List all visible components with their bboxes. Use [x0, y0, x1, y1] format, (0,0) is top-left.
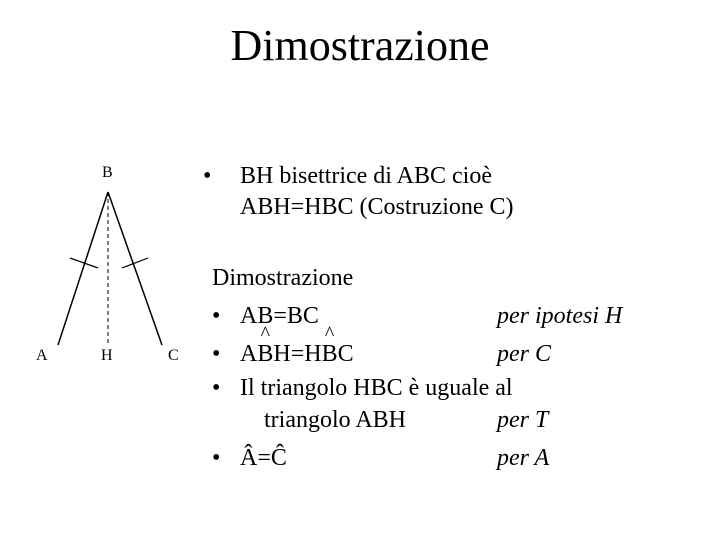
step3-reason: per T	[497, 407, 549, 433]
step2-bullet: •	[212, 341, 221, 367]
angle-hat-1: ^ B	[257, 340, 273, 368]
step1-text: AB=BC	[240, 303, 319, 329]
slide-title: Dimostrazione	[230, 21, 490, 70]
angle-hat-2: ^ B	[322, 340, 338, 368]
step1-bullet: •	[212, 303, 221, 329]
step3-line-2: triangolo ABH	[264, 407, 406, 433]
side-bc	[108, 192, 162, 345]
step2-reason: per C	[497, 341, 551, 367]
step2-part-b: H=H	[273, 341, 322, 367]
vertex-label-a: A	[36, 347, 48, 364]
step2-part-c: C	[337, 341, 354, 367]
hypothesis-bullet: •	[203, 163, 212, 189]
step4-bullet: •	[212, 445, 221, 471]
side-ab	[58, 192, 108, 345]
step1-reason: per ipotesi H	[497, 303, 623, 329]
hypothesis-line-1: BH bisettrice di ABC cioè	[240, 163, 492, 189]
vertex-label-h: H	[101, 347, 113, 364]
step3-line-1: Il triangolo HBC è uguale al	[240, 375, 513, 401]
step4-text: Â=Ĉ	[240, 445, 287, 471]
step2-part-a: A	[240, 341, 258, 367]
vertex-label-b: B	[102, 164, 113, 181]
vertex-label-c: C	[168, 347, 179, 364]
step4-reason: per A	[497, 445, 550, 471]
proof-heading: Dimostrazione	[212, 265, 354, 291]
step2-text	[240, 340, 354, 368]
hypothesis-line-2: ABH=HBC (Costruzione C)	[240, 194, 514, 220]
step3-bullet: •	[212, 375, 221, 401]
